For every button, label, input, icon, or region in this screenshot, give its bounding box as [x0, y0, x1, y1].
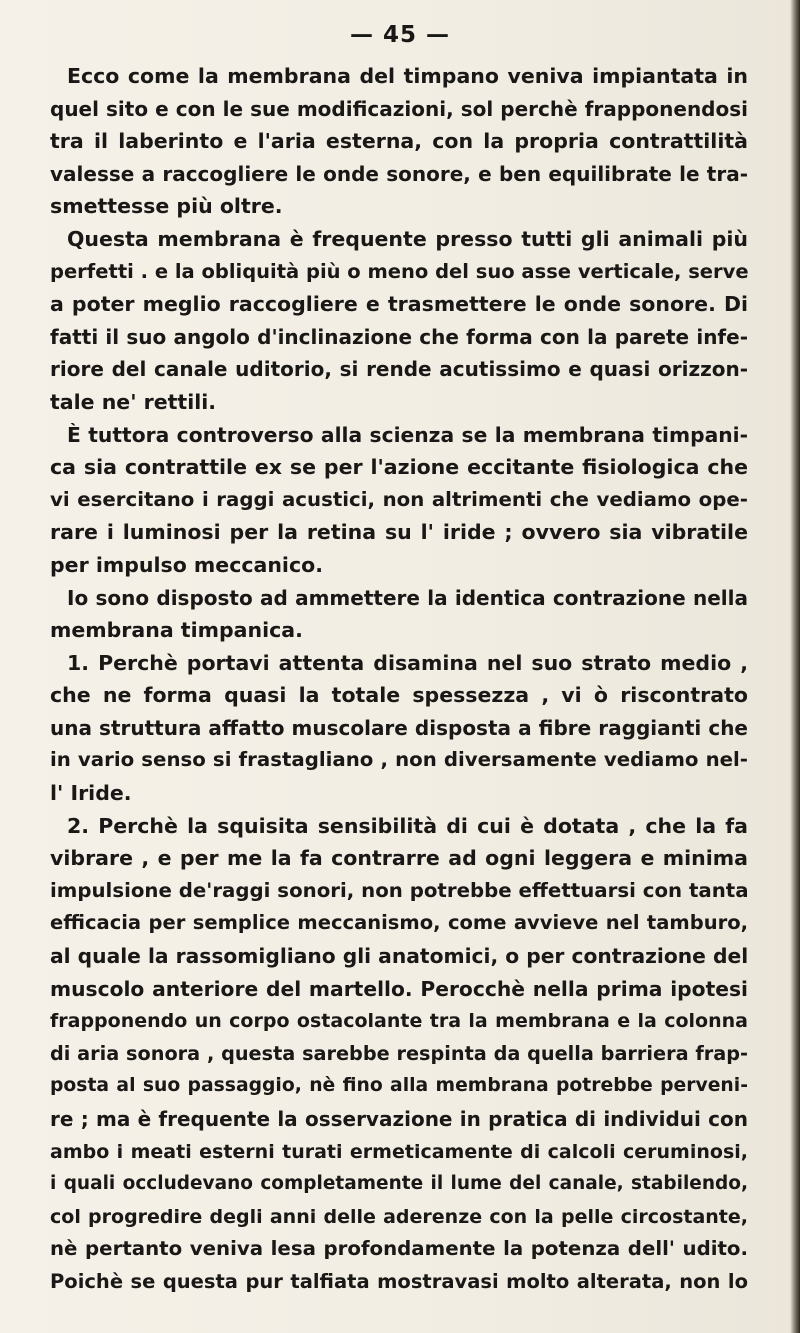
text-line: tra il laberinto e l'aria esterna, con la propria contrattilità [50, 129, 748, 154]
text-line: vi esercitano i raggi acustici, non altrimenti che vediamo ope- [50, 487, 748, 511]
text-line: membrana timpanica. [50, 618, 303, 643]
text-line: di aria sonora , questa sarebbe respinta da quella barriera frap- [50, 1041, 748, 1065]
text-line: col progredire degli anni delle aderenze con la pelle circostante, [50, 1205, 748, 1228]
text-line: tale ne' rettili. [50, 389, 217, 414]
page-number: — 45 — [349, 22, 451, 48]
text-line: impulsione de'raggi sonori, non potrebbe effettuarsi con tanta [50, 878, 749, 902]
text-line: a poter meglio raccogliere e trasmettere le onde sonore. Di [50, 292, 748, 317]
text-line: Poichè se questa pur talfiata mostravasi molto alterata, non lo [50, 1269, 748, 1293]
text-line: Questa membrana è frequente presso tutti gli animali più [67, 226, 748, 251]
text-line: i quali occludevano completamente il lume del canale, stabilendo, [50, 1173, 748, 1195]
text-line: vibrare , e per me la fa contrarre ad ogni leggera e minima [50, 846, 748, 871]
text-line: 2. Perchè la squisita sensibilità di cui è dotata , che la fa [67, 813, 748, 838]
text-line: efficacia per semplice meccanismo, come avvieve nel tamburo, [50, 911, 748, 935]
text-line: Ecco come la membrana del timpano veniva impiantata in [67, 64, 748, 88]
text-line: che ne forma quasi la totale spessezza , vi ò riscontrato [50, 683, 748, 708]
body-text [50, 60, 748, 1299]
text-line: ca sia contrattile ex se per l'azione eccitante fisiologica che [50, 455, 748, 480]
text-line: perfetti . e la obliquità più o meno del suo asse verticale, serve [50, 259, 749, 283]
text-line: una struttura affatto muscolare disposta a fibre raggianti che [50, 715, 748, 740]
text-line: per impulso meccanico. [50, 552, 323, 577]
text-line: al quale la rassomigliano gli anatomici, o per contrazione del [50, 944, 749, 969]
text-line: 1. Perchè portavi attenta disamina nel suo strato medio , [67, 650, 748, 675]
text-line: ambo i meati esterni turati ermeticamente di calcoli ceruminosi, [50, 1140, 748, 1163]
text-line: riore del canale uditorio, si rende acutissimo e quasi orizzon- [50, 357, 748, 382]
page-edge-shadow [790, 0, 800, 1333]
text-line: l' Iride. [50, 781, 132, 806]
text-line: posta al suo passaggio, nè fino alla membrana potrebbe perveni- [50, 1075, 748, 1097]
text-line: nè pertanto veniva lesa profondamente la potenza dell' udito. [50, 1237, 748, 1261]
text-line: valesse a raccogliere le onde sonore, e ben equilibrate le tra- [50, 161, 748, 186]
text-line: re ; ma è frequente la osservazione in pratica di individui con [50, 1107, 748, 1131]
text-line: È tuttora controverso alla scienza se la membrana timpani- [67, 422, 748, 447]
text-line: in vario senso si frastagliano , non diversamente vediamo nel- [50, 748, 748, 772]
text-line: rare i luminosi per la retina su l' iride ; ovvero sia vibratile [50, 520, 748, 545]
text-line: smettesse più oltre. [50, 194, 283, 219]
text-line: frapponendo un corpo ostacolante tra la membrana e la colonna [50, 1010, 748, 1033]
text-line: quel sito e con le sue modificazioni, sol perchè frapponendosi [50, 96, 748, 121]
text-line: muscolo anteriore del martello. Perocchè nella prima ipotesi [50, 976, 748, 1001]
text-line: fatti il suo angolo d'inclinazione che forma con la parete infe- [50, 324, 748, 349]
text-line: Io sono disposto ad ammettere la identica contrazione nella [67, 585, 748, 610]
